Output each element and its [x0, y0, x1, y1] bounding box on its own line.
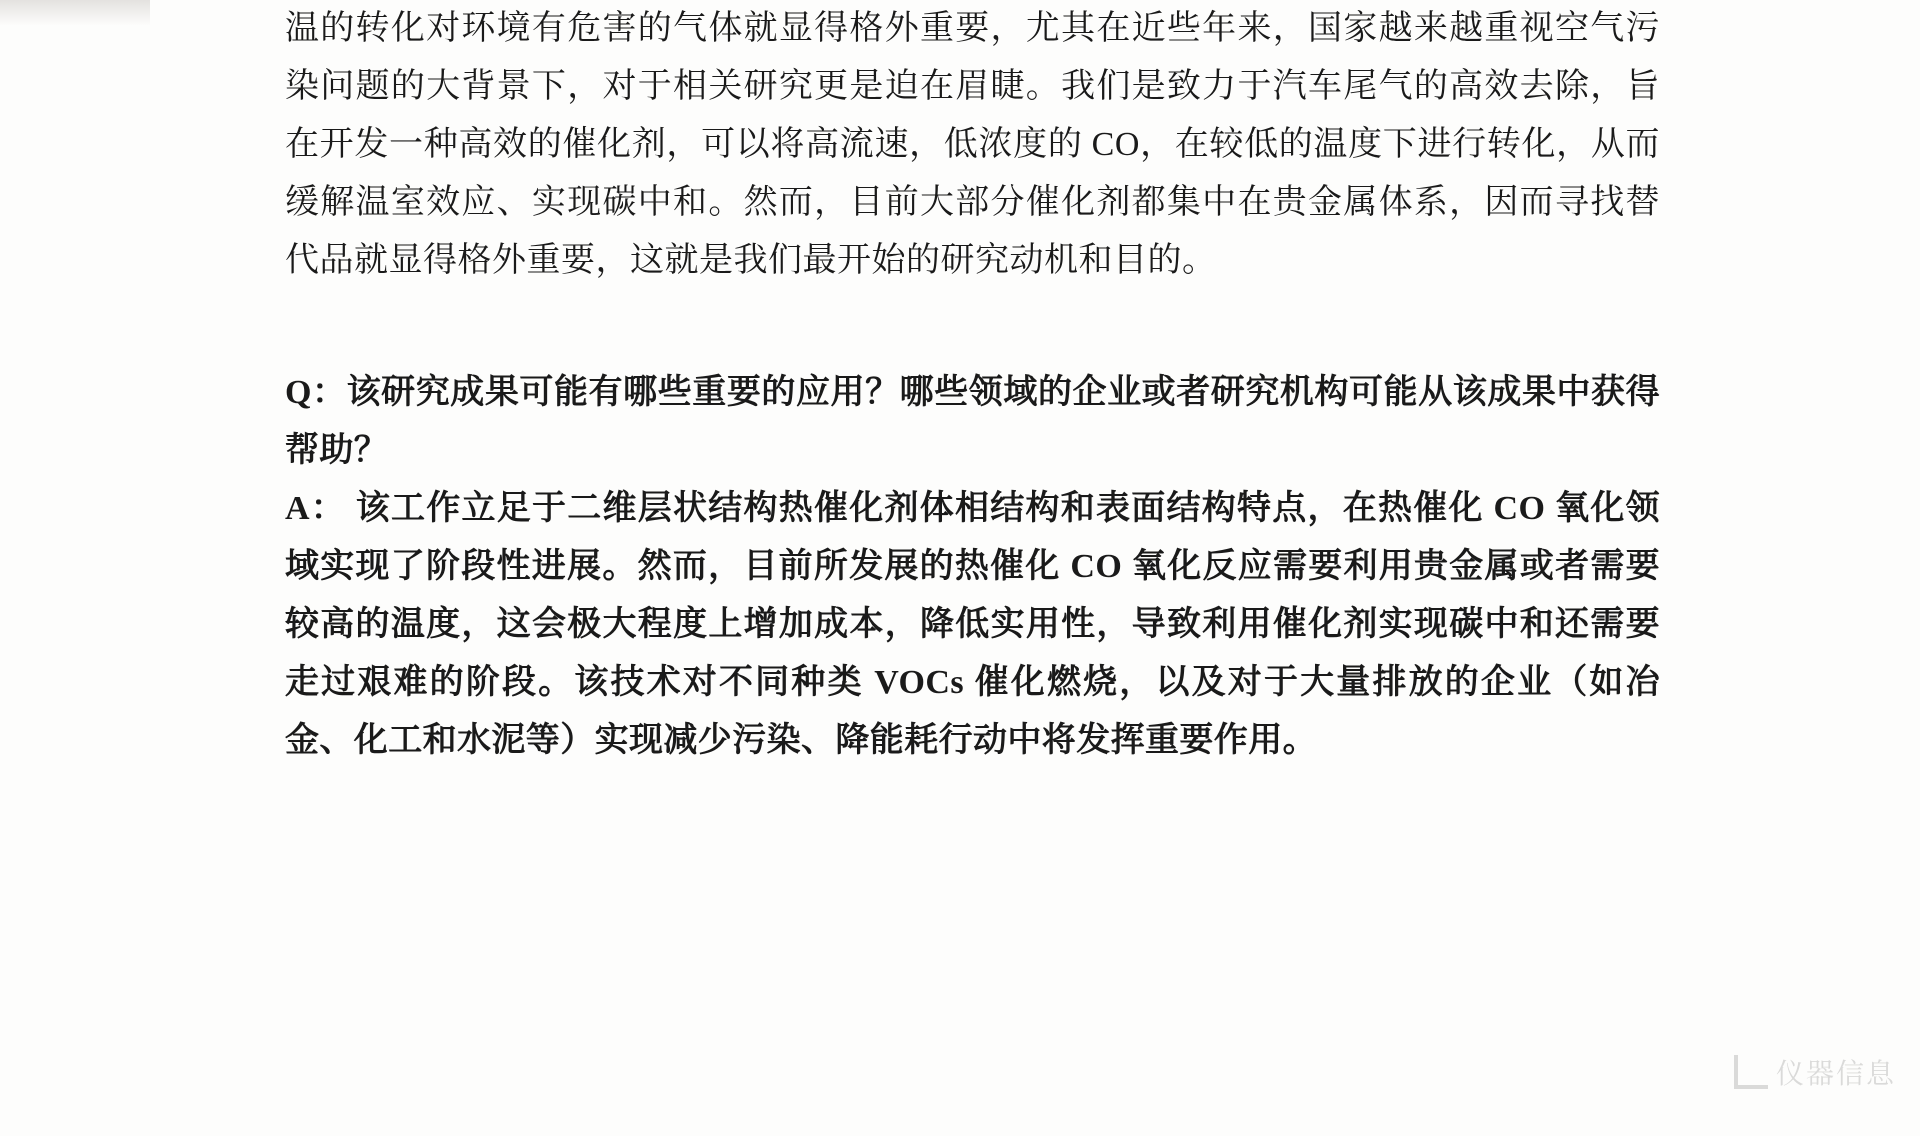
bracket-mark-icon	[1734, 1055, 1768, 1089]
qa-question: Q：该研究成果可能有哪些重要的应用？哪些领域的企业或者研究机构可能从该成果中获得帮助？	[285, 374, 1660, 469]
body-paragraph: 温的转化对环境有危害的气体就显得格外重要，尤其在近些年来，国家越来越重视空气污染问题的大背景下，对于相关研究更是迫在眉睫。我们是致力于汽车尾气的高效去除，旨在开发一种高效的催化剂，可以将高流速，低浓度的 CO，在较低的温度下进行转化，从而缓解温室效应、实现碳中和。然而，目前大部分催化剂都集中在贵金属体系，因而寻找替代品就显得格外重要，这就是我们最开始的研究动机和目的。	[285, 10, 1660, 279]
document-content	[285, 0, 1660, 770]
watermark	[1734, 1052, 1896, 1092]
page-corner-smudge	[0, 0, 150, 26]
watermark-label: 仪器信息	[1775, 1058, 1896, 1089]
qa-answer: A： 该工作立足于二维层状结构热催化剂体相结构和表面结构特点，在热催化 CO 氧化领域实现了阶段性进展。然而，目前所发展的热催化 CO 氧化反应需要利用贵金属或者需要较高的温度，这会极大程度上增加成本，降低实用性，导致利用催化剂实现碳中和还需要走过艰难的阶段。该技术对不同种类 VOCs 催化燃烧，以及对于大量排放的企业（如冶金、化工和水泥等）实现减少污染、降能耗行动中将发挥重要作用。	[285, 490, 1660, 759]
paragraph-spacer	[285, 290, 1660, 364]
